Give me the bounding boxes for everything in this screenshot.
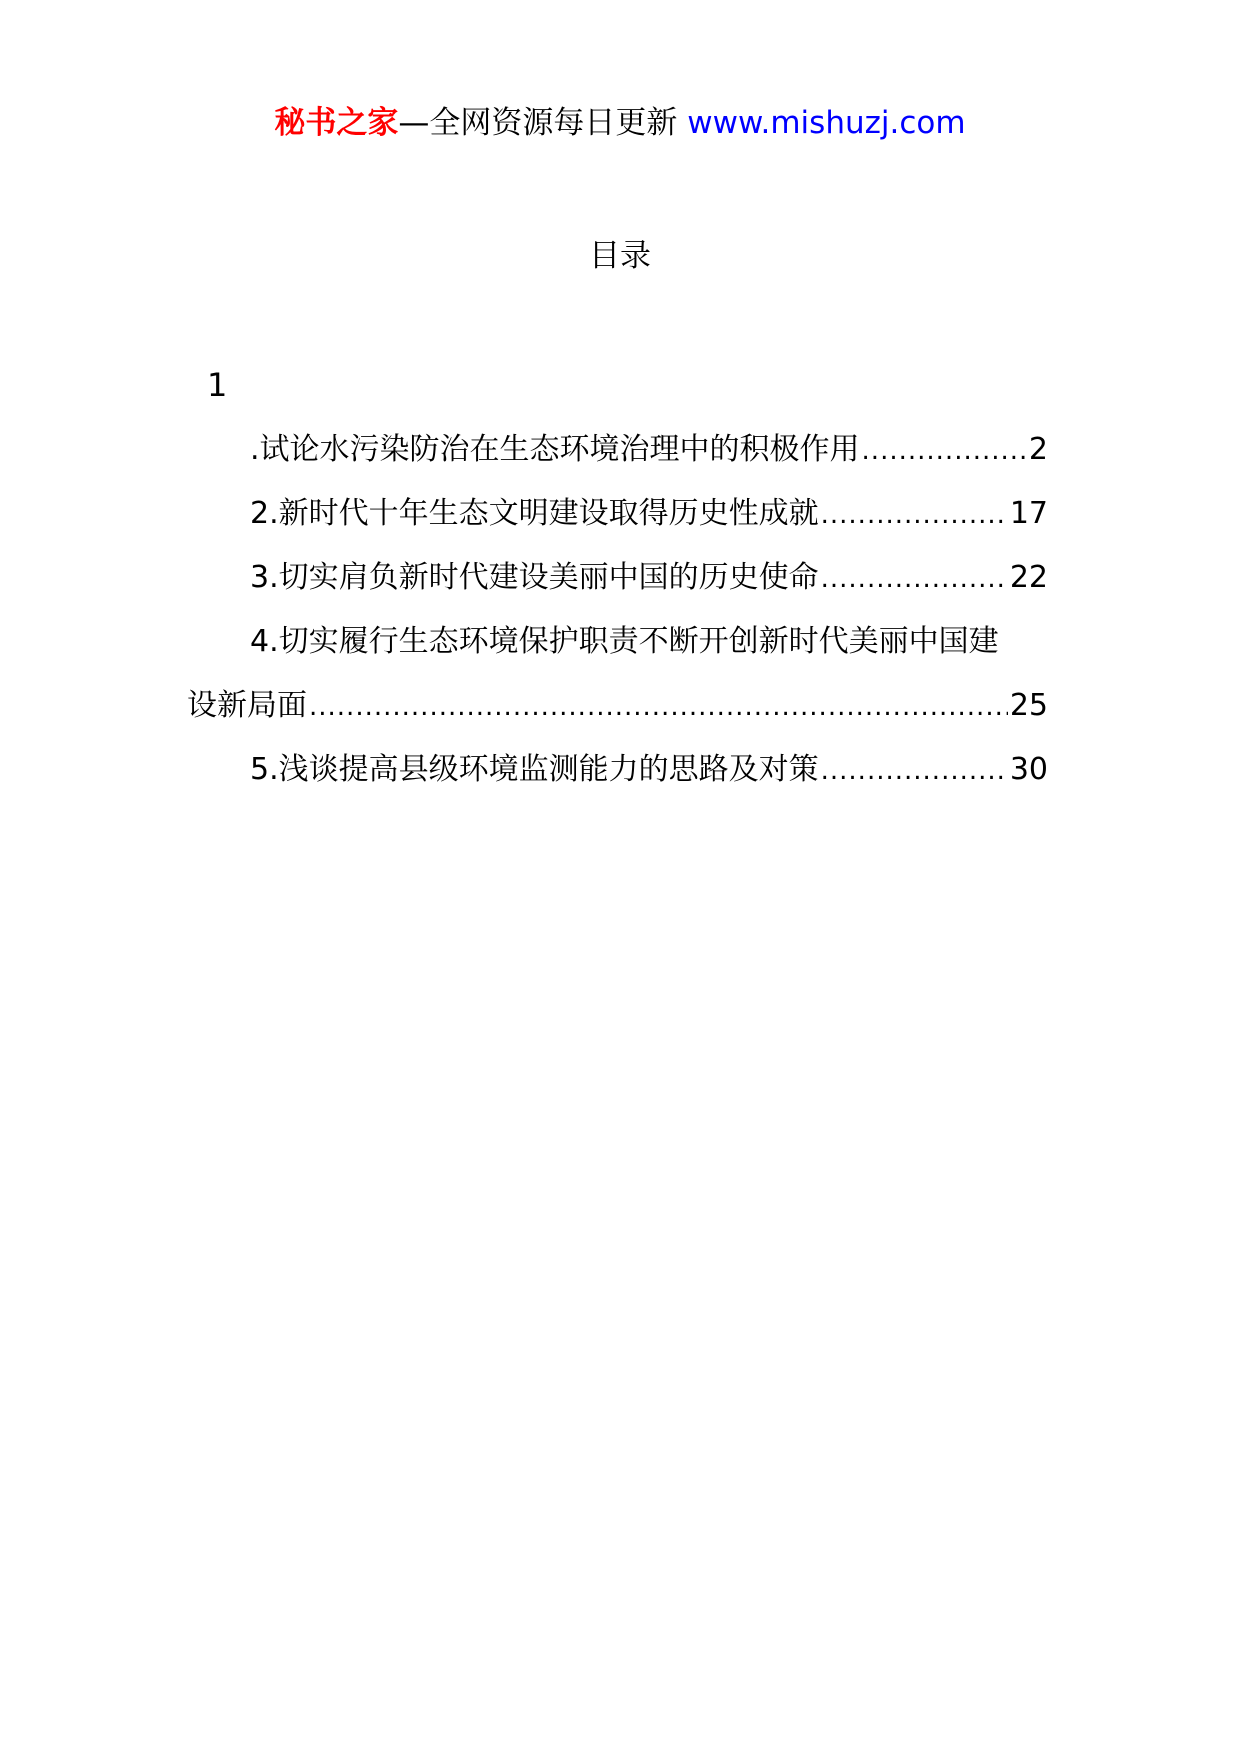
- toc-entry-text: 5.浅谈提高县级环境监测能力的思路及对策: [250, 752, 819, 787]
- toc-entry-text-line2: 设新局面: [187, 688, 307, 723]
- toc-entry-page: 17: [1009, 496, 1048, 531]
- header-slogan: —全网资源每日更新: [398, 105, 688, 141]
- toc-entry-page: 2: [1028, 432, 1048, 467]
- brand-name: 秘书之家: [274, 105, 399, 141]
- toc-entry-text-line1[interactable]: 4.切实履行生态环境保护职责不断开创新时代美丽中国建: [250, 624, 999, 659]
- toc-leader-dots: [821, 492, 1008, 538]
- toc-entry-page: 30: [1009, 752, 1048, 787]
- toc-number-prefix: 1: [207, 366, 228, 404]
- toc-entry-text: .试论水污染防治在生态环境治理中的积极作用: [250, 432, 860, 467]
- toc-entry-page: 25: [1009, 688, 1048, 723]
- toc-entry[interactable]: [250, 491, 1048, 538]
- toc-entry-text: 3.切实肩负新时代建设美丽中国的历史使命: [250, 560, 819, 595]
- toc-entry-page: 22: [1009, 560, 1048, 595]
- page-header: [0, 100, 1240, 146]
- toc-entry[interactable]: [250, 747, 1048, 794]
- toc-entry-text: 2.新时代十年生态文明建设取得历史性成就: [250, 496, 819, 531]
- toc-title: 目录: [589, 238, 651, 274]
- site-url[interactable]: www.mishuzj.com: [687, 105, 966, 141]
- toc-entry[interactable]: [187, 683, 1048, 730]
- toc-leader-dots: [309, 684, 1008, 730]
- toc-leader-dots: [821, 748, 1008, 794]
- toc-leader-dots: [862, 428, 1027, 474]
- toc-entry[interactable]: [250, 555, 1048, 602]
- toc-leader-dots: [821, 556, 1008, 602]
- toc-entry[interactable]: [250, 427, 1048, 474]
